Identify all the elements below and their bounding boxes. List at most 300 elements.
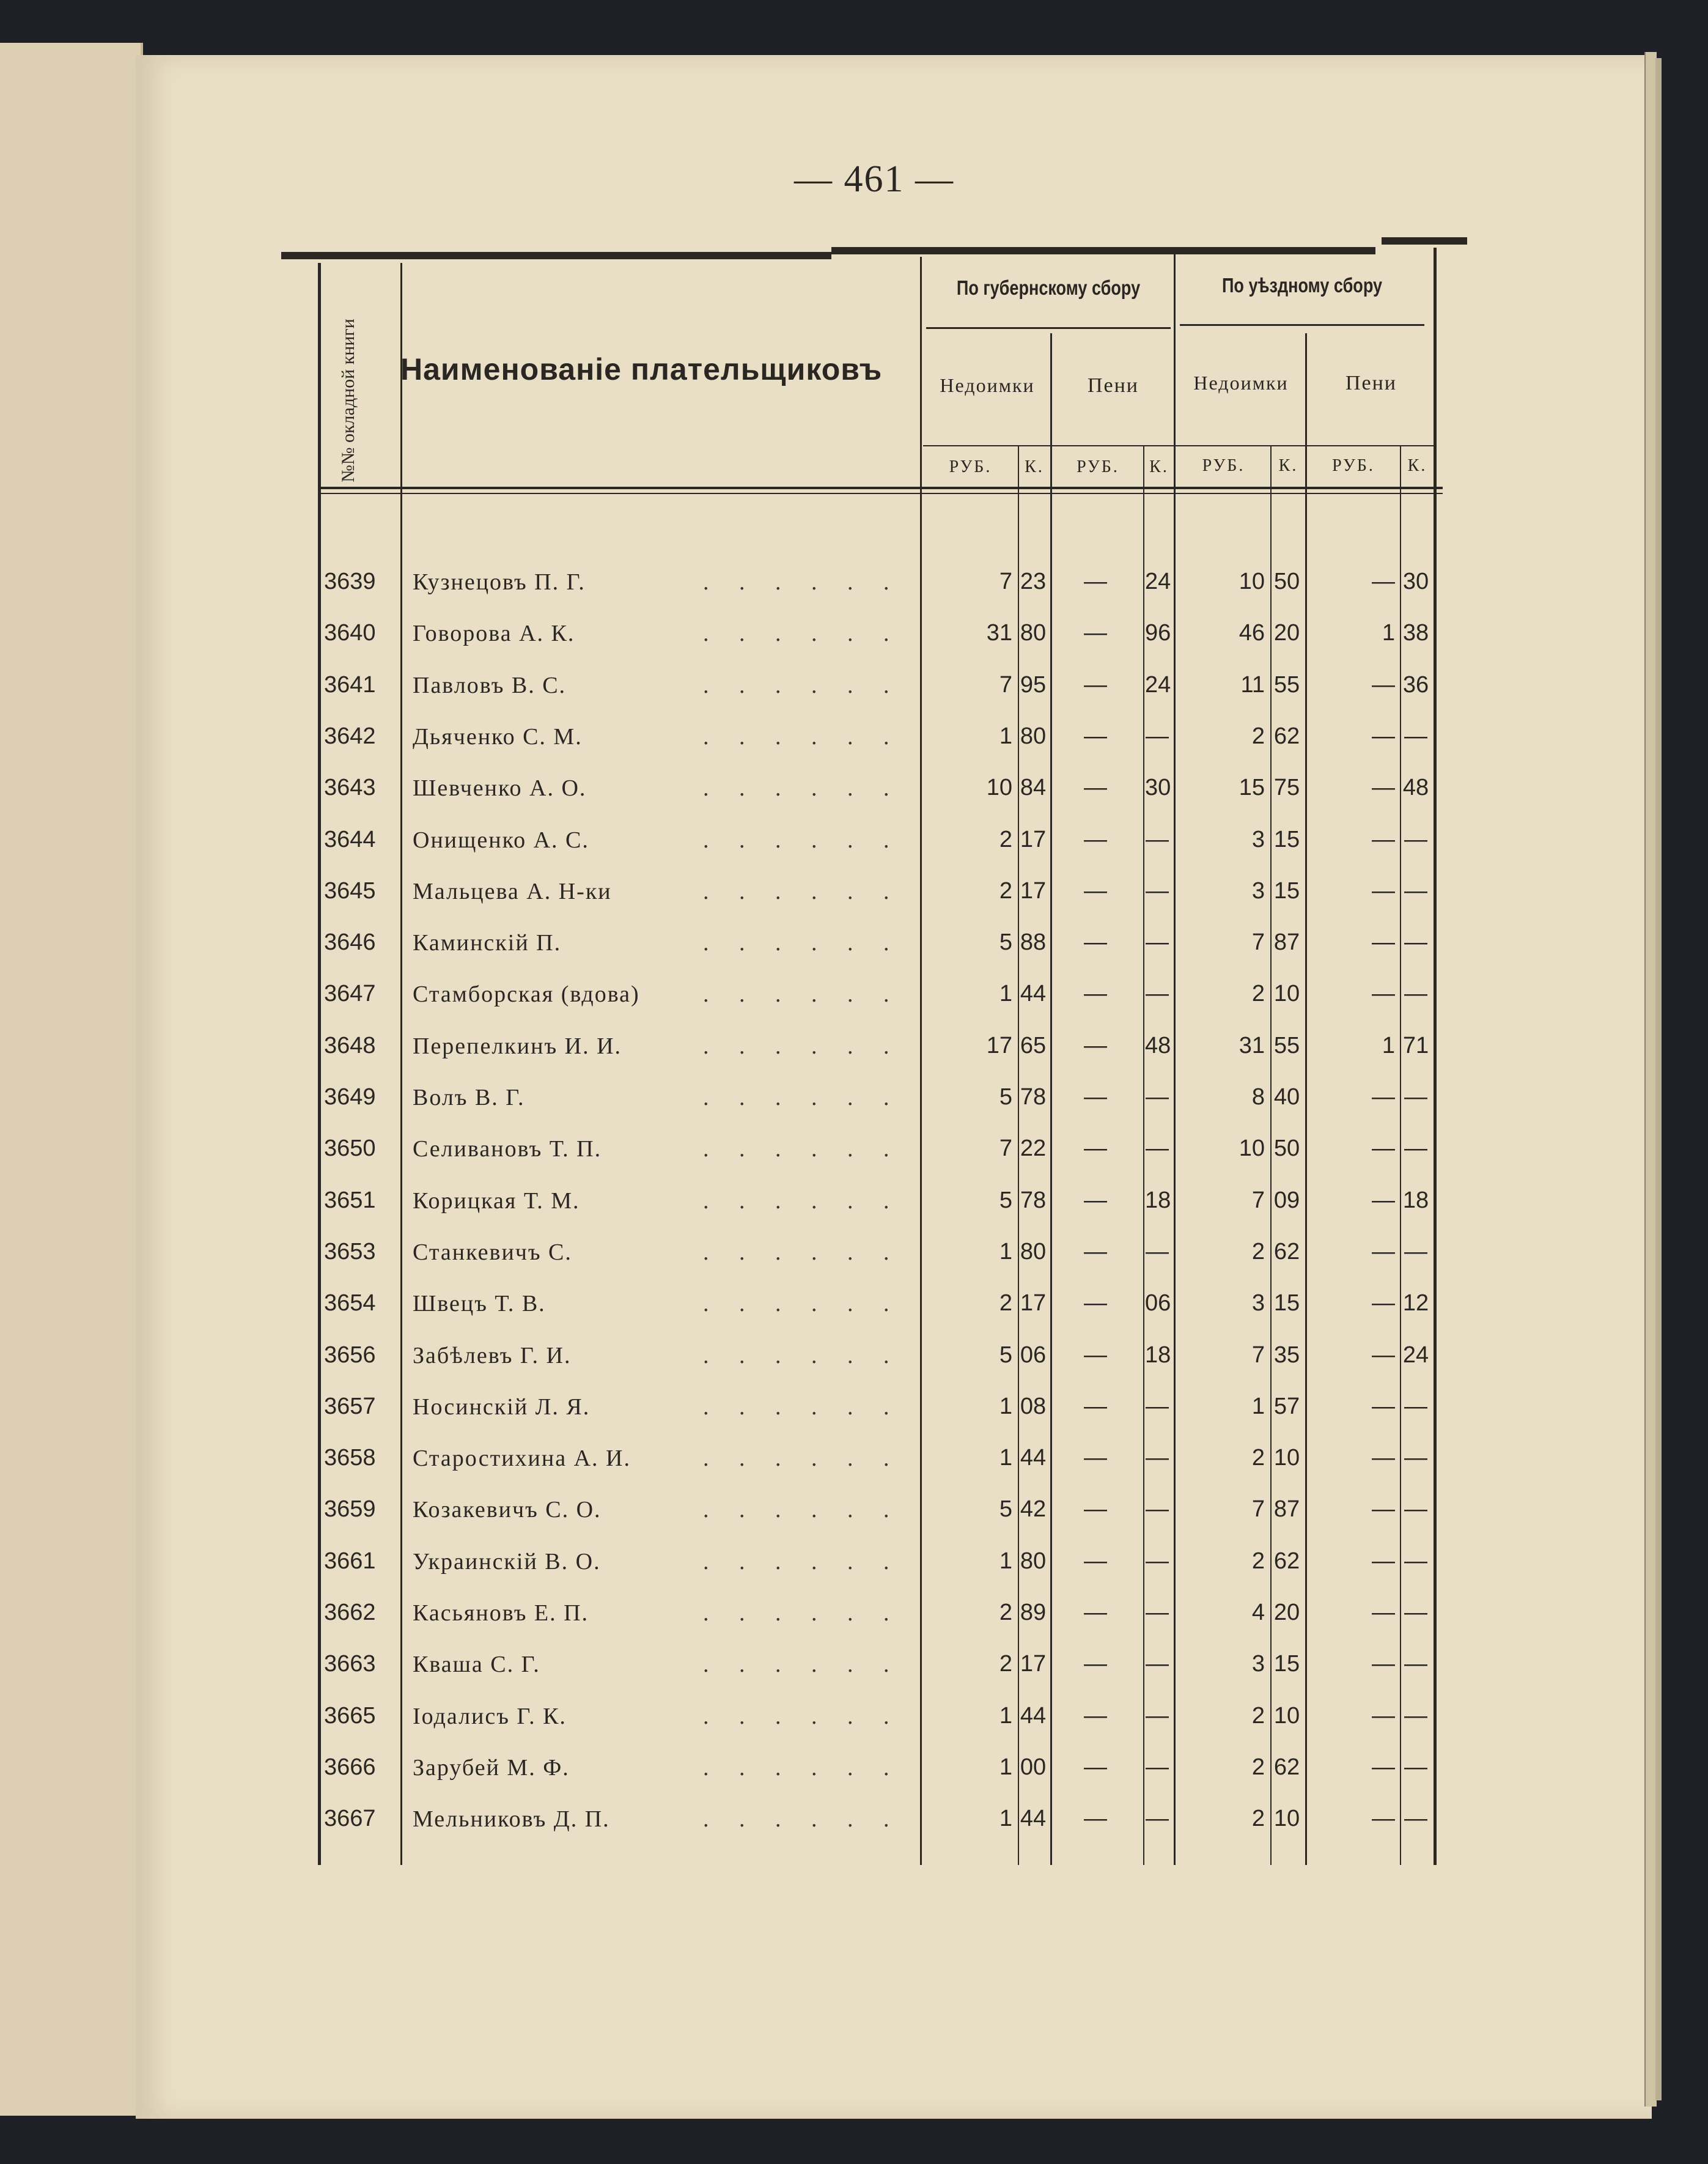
cell-g-p-k: — [1146,1548,1169,1574]
cell-u-p-r: — [1372,1496,1395,1523]
cell-u-p-k: — [1404,1084,1427,1110]
table-row [0,827,1467,878]
cell-g-p-r: — [1084,1702,1107,1729]
cell-g-n-r: 2 [999,877,1012,904]
book-number: 3663 [324,1651,376,1677]
table-row [0,672,1467,723]
cell-u-n-r: 2 [1251,723,1265,749]
book-number: 3665 [324,1702,376,1729]
leader-dots: . . . . . . [703,1239,902,1265]
cell-g-n-k: 80 [1020,1238,1047,1265]
cell-u-n-r: 1 [1251,1393,1265,1419]
cell-g-n-k: 44 [1020,981,1047,1007]
cell-g-n-k: 84 [1020,775,1047,801]
cell-u-p-r: — [1372,877,1395,904]
payer-name: Стамборская (вдова) [413,981,640,1008]
cell-u-n-k: 15 [1273,826,1300,852]
book-number-label: №№ окладной книги [338,319,358,482]
cell-g-n-r: 2 [999,1290,1012,1316]
cell-g-n-k: 44 [1020,1806,1047,1832]
cell-g-p-k: — [1146,1393,1169,1419]
cell-g-p-k: — [1146,1754,1169,1780]
leader-dots: . . . . . . [703,1187,902,1214]
cell-g-n-r: 10 [986,775,1012,801]
cell-g-n-k: 80 [1020,620,1047,646]
cell-u-p-r: — [1372,1702,1395,1729]
cell-g-n-r: 7 [999,1136,1012,1162]
page-stack-edge-outer [1655,58,1662,2100]
leader-dots: . . . . . . [703,1703,902,1729]
book-number-header [312,309,385,492]
leader-dots: . . . . . . [703,878,902,904]
payer-name: Онищенко А. С. [413,827,589,853]
cell-u-p-r: — [1372,671,1395,698]
cell-u-n-k: 55 [1273,1032,1300,1058]
cell-u-p-r: — [1372,1187,1395,1213]
cell-g-p-k: — [1146,723,1169,749]
table-row [0,1600,1467,1651]
cell-u-p-r: — [1372,1136,1395,1162]
cell-g-p-k: — [1146,1702,1169,1729]
top-rule-right [1382,237,1467,245]
cell-g-p-k: — [1146,877,1169,904]
cell-u-n-r: 2 [1251,1548,1265,1574]
leader-dots: . . . . . . [703,1342,902,1368]
cell-g-p-k: — [1146,1136,1169,1162]
cell-g-n-r: 2 [999,1651,1012,1677]
leader-dots: . . . . . . [703,981,902,1008]
cell-g-n-k: 44 [1020,1445,1047,1471]
cell-g-n-r: 5 [999,929,1012,956]
cell-g-p-r: — [1084,1754,1107,1780]
unit-rule [923,445,1437,446]
table-row [0,723,1467,775]
cell-u-p-k: 48 [1402,775,1429,801]
cell-u-p-k: — [1404,1496,1427,1523]
cell-u-n-k: 62 [1273,1754,1300,1780]
cell-u-n-r: 31 [1239,1032,1265,1058]
cell-g-n-r: 5 [999,1187,1012,1213]
cell-g-p-k: — [1146,826,1169,852]
leader-dots: . . . . . . [703,1136,902,1162]
cell-u-p-r: — [1372,929,1395,956]
leader-dots: . . . . . . [703,930,902,956]
book-number: 3649 [324,1084,376,1110]
cell-u-p-k: — [1404,1600,1427,1625]
cell-g-p-r: — [1084,1445,1107,1471]
cell-u-n-k: 10 [1273,1702,1300,1729]
cell-g-n-k: 88 [1020,929,1047,956]
cell-g-p-k: 18 [1145,1342,1171,1368]
cell-g-p-r: — [1084,1290,1107,1316]
top-rule-mid [831,247,1375,254]
book-number: 3642 [324,723,376,749]
cell-g-p-r: — [1084,1032,1107,1058]
cell-u-p-k: — [1404,1136,1427,1162]
cell-u-n-k: 10 [1273,1806,1300,1832]
cell-g-p-k: — [1146,1651,1169,1677]
cell-u-p-k: — [1404,826,1427,852]
cell-g-n-k: 06 [1020,1342,1047,1368]
cell-g-p-r: — [1084,1806,1107,1832]
payer-name: Зарубей М. Ф. [413,1754,570,1781]
cell-g-n-r: 1 [999,1238,1012,1265]
payer-name: Волъ В. Г. [413,1085,525,1110]
cell-g-n-k: 65 [1020,1032,1047,1058]
book-number: 3648 [324,1032,376,1058]
cell-g-n-k: 17 [1020,1290,1047,1316]
leader-dots: . . . . . . [703,1085,902,1110]
cell-g-p-r: — [1084,620,1107,646]
cell-g-n-r: 7 [999,671,1012,698]
payer-name: Станкевичъ С. [413,1239,572,1265]
cell-g-p-k: 24 [1145,569,1171,594]
payer-name: Старостихина А. И. [413,1446,631,1472]
cell-g-n-k: 78 [1020,1084,1047,1110]
cell-g-p-r: — [1084,1496,1107,1523]
cell-u-n-k: 62 [1273,723,1300,749]
payer-name: Шевченко А. О. [413,775,587,802]
cell-g-n-r: 2 [999,826,1012,852]
cell-u-n-r: 2 [1251,981,1265,1007]
leader-dots: . . . . . . [703,1394,902,1420]
cell-u-n-r: 10 [1239,569,1265,594]
book-number: 3653 [324,1238,376,1265]
page-number: — 461 — [794,158,954,200]
table-row [0,1651,1467,1702]
payer-name: Мальцева А. Н-ки [413,878,612,904]
cell-u-n-k: 62 [1273,1238,1300,1265]
cell-g-p-r: — [1084,1084,1107,1110]
cell-g-p-r: — [1084,1548,1107,1574]
cell-u-n-r: 2 [1251,1238,1265,1265]
cell-g-p-r: — [1084,1136,1107,1162]
cell-u-p-r: — [1372,1754,1395,1780]
payer-name: Забѣлевъ Г. И. [413,1342,572,1368]
header-bottom-rule [318,487,1443,489]
table-row [0,1548,1467,1600]
cell-u-n-r: 7 [1251,1496,1265,1523]
cell-u-n-k: 20 [1273,1600,1300,1625]
cell-g-n-k: 00 [1020,1754,1047,1780]
cell-u-n-r: 2 [1251,1806,1265,1832]
table-row [0,1445,1467,1496]
cell-g-p-r: — [1084,1393,1107,1419]
cell-g-p-k: 30 [1145,775,1171,801]
cell-u-p-r: — [1372,1084,1395,1110]
u-penalty-header: Пени [1345,372,1397,394]
g-penalty-header: Пени [1087,374,1139,397]
book-number: 3645 [324,877,376,904]
g-penalty-rub: РУБ. [1077,457,1119,476]
payer-name: Касьяновъ Е. П. [413,1600,589,1626]
payer-name: Швецъ Т. В. [413,1291,546,1317]
cell-g-p-r: — [1084,877,1107,904]
payer-name: Перепелкинъ И. И. [413,1033,622,1059]
cell-u-n-k: 40 [1273,1084,1300,1110]
cell-g-n-r: 1 [999,1548,1012,1574]
book-number: 3661 [324,1548,376,1574]
cell-u-n-k: 62 [1273,1548,1300,1574]
cell-u-n-k: 50 [1273,1136,1300,1162]
book-number: 3656 [324,1342,376,1368]
cell-u-p-k: 30 [1402,569,1429,594]
cell-u-n-k: 15 [1273,1290,1300,1316]
u-penalty-kop: К. [1407,456,1427,475]
cell-u-p-k: — [1404,723,1427,749]
cell-u-n-r: 11 [1240,671,1265,698]
table-row [0,878,1467,929]
cell-g-p-r: — [1084,981,1107,1007]
table-row [0,1703,1467,1754]
cell-u-p-k: — [1404,1238,1427,1265]
table-row [0,1239,1467,1290]
cell-g-p-k: — [1146,1238,1169,1265]
cell-u-n-k: 87 [1273,1496,1300,1523]
cell-u-n-r: 2 [1251,1445,1265,1471]
header-bottom-rule-2 [318,493,1443,494]
cell-g-n-r: 1 [999,1393,1012,1419]
book-number: 3641 [324,671,376,698]
cell-g-p-r: — [1084,826,1107,852]
cell-g-n-r: 1 [999,1806,1012,1832]
cell-g-n-k: 44 [1020,1702,1047,1729]
cell-g-p-k: — [1146,1445,1169,1471]
leader-dots: . . . . . . [703,672,902,698]
cell-g-n-r: 1 [999,1445,1012,1471]
book-number: 3667 [324,1806,376,1832]
cell-g-n-r: 17 [986,1032,1012,1058]
leader-dots: . . . . . . [703,827,902,853]
cell-u-n-k: 15 [1273,877,1300,904]
book-number: 3643 [324,775,376,801]
cell-u-n-k: 50 [1273,569,1300,594]
book-number: 3654 [324,1290,376,1316]
cell-u-n-k: 87 [1273,929,1300,956]
top-rule-left [281,252,831,259]
cell-g-p-r: — [1084,1187,1107,1213]
leader-dots: . . . . . . [703,1652,902,1678]
table-row [0,775,1467,826]
payer-name: Кузнецовъ П. Г. [413,569,586,595]
group-rule-gubernia [926,327,1171,329]
cell-g-n-k: 80 [1020,1548,1047,1574]
cell-g-p-k: — [1146,1600,1169,1625]
cell-u-p-k: — [1404,1754,1427,1780]
book-number: 3651 [324,1187,376,1213]
cell-g-n-k: 89 [1020,1600,1047,1625]
cell-g-p-k: 06 [1145,1290,1171,1316]
cell-g-p-k: — [1146,1496,1169,1523]
book-number: 3644 [324,826,376,852]
cell-g-n-r: 7 [999,569,1012,594]
cell-u-p-r: — [1372,1445,1395,1471]
table-row [0,1342,1467,1394]
cell-g-n-k: 95 [1020,671,1047,698]
cell-g-p-r: — [1084,569,1107,594]
cell-u-n-r: 3 [1251,1651,1265,1677]
leader-dots: . . . . . . [703,1600,902,1626]
table-row [0,1084,1467,1136]
cell-u-n-r: 46 [1239,620,1265,646]
cell-u-p-k: 24 [1402,1342,1429,1368]
cell-u-p-k: — [1404,1806,1427,1832]
cell-g-n-r: 2 [999,1600,1012,1625]
cell-u-n-r: 7 [1251,929,1265,956]
book-number: 3662 [324,1600,376,1625]
table-row [0,1136,1467,1187]
cell-u-n-r: 3 [1251,826,1265,852]
cell-u-p-k: — [1404,1548,1427,1574]
cell-u-n-r: 3 [1251,877,1265,904]
cell-g-n-k: 23 [1020,569,1047,594]
leader-dots: . . . . . . [703,1754,902,1781]
cell-u-n-k: 15 [1273,1651,1300,1677]
cell-u-p-r: — [1372,1290,1395,1316]
group-header-uezd: По уѣздному сбору [1221,274,1383,297]
cell-u-p-k: — [1404,929,1427,956]
cell-u-n-r: 7 [1251,1342,1265,1368]
table-row [0,1496,1467,1548]
cell-g-n-k: 17 [1020,1651,1047,1677]
cell-u-p-k: — [1404,1393,1427,1419]
cell-g-p-r: — [1084,671,1107,698]
table-row [0,1187,1467,1239]
payer-name-header: Наименованіе плательщиковъ [400,352,883,386]
payer-name: Селивановъ Т. П. [413,1136,602,1162]
cell-u-p-k: 38 [1402,620,1429,646]
cell-u-p-r: — [1372,775,1395,801]
group-rule-uezd [1180,324,1424,326]
cell-u-p-r: — [1372,1806,1395,1832]
book-number: 3647 [324,981,376,1007]
g-penalty-kop: К. [1149,457,1169,476]
cell-u-p-r: — [1372,723,1395,749]
cell-u-p-r: — [1372,826,1395,852]
book-number: 3640 [324,620,376,646]
cell-g-n-r: 5 [999,1496,1012,1523]
cell-u-p-k: 12 [1402,1290,1429,1316]
cell-g-n-k: 78 [1020,1187,1047,1213]
leader-dots: . . . . . . [703,1446,902,1472]
payer-name: Каминскій П. [413,930,562,956]
cell-g-p-k: 18 [1145,1187,1171,1213]
leader-dots: . . . . . . [703,1806,902,1833]
cell-u-n-r: 10 [1239,1136,1265,1162]
g-arrears-header: Недоимки [940,374,1035,396]
cell-u-n-r: 7 [1251,1187,1265,1213]
cell-g-p-k: 24 [1145,671,1171,698]
cell-u-p-k: — [1404,877,1427,904]
payer-name: Говорова А. К. [413,621,575,647]
u-arrears-kop: К. [1278,456,1298,475]
cell-g-n-k: 42 [1020,1496,1047,1523]
group-header-gubernia: По губернскому сбору [956,276,1141,299]
cell-u-n-k: 09 [1273,1187,1300,1213]
cell-u-p-k: — [1404,981,1427,1007]
table-row [0,569,1467,620]
cell-g-p-r: — [1084,723,1107,749]
cell-u-p-r: — [1372,1342,1395,1368]
cell-u-p-k: — [1404,1651,1427,1677]
cell-g-n-k: 17 [1020,877,1047,904]
cell-g-n-r: 31 [986,620,1012,646]
leader-dots: . . . . . . [703,1291,902,1317]
g-arrears-rub: РУБ. [949,457,992,476]
page-stack-edge [1644,52,1657,2107]
cell-u-p-k: 36 [1402,671,1429,698]
leader-dots: . . . . . . [703,1497,902,1523]
payer-name: Носинскій Л. Я. [413,1394,591,1420]
payer-name: Украинскій В. О. [413,1548,601,1575]
cell-u-n-k: 10 [1273,1445,1300,1471]
cell-u-n-r: 3 [1251,1290,1265,1316]
cell-g-p-r: — [1084,1600,1107,1625]
cell-g-n-k: 80 [1020,723,1047,749]
leader-dots: . . . . . . [703,1548,902,1575]
u-arrears-rub: РУБ. [1202,456,1245,475]
cell-g-n-k: 17 [1020,826,1047,852]
cell-g-p-k: — [1146,981,1169,1007]
cell-g-p-r: — [1084,929,1107,956]
table-row [0,929,1467,981]
payer-name: Кваша С. Г. [413,1652,540,1678]
book-number: 3658 [324,1445,376,1471]
book-number: 3646 [324,929,376,956]
leader-dots: . . . . . . [703,723,902,750]
cell-g-p-r: — [1084,1342,1107,1368]
cell-g-n-r: 1 [999,981,1012,1007]
leader-dots: . . . . . . [703,569,902,595]
cell-g-p-k: 96 [1145,620,1171,646]
cell-g-n-r: 1 [999,1702,1012,1729]
cell-g-p-k: 48 [1145,1032,1171,1058]
u-penalty-rub: РУБ. [1332,456,1375,475]
payer-name: Іодалисъ Г. К. [413,1703,567,1729]
leader-dots: . . . . . . [703,1033,902,1059]
book-number: 3650 [324,1136,376,1162]
cell-u-p-k: 18 [1402,1187,1429,1213]
cell-g-p-k: — [1146,1806,1169,1832]
g-arrears-kop: К. [1025,457,1044,476]
cell-u-p-r: — [1372,1651,1395,1677]
cell-u-n-r: 2 [1251,1754,1265,1780]
cell-u-n-k: 75 [1273,775,1300,801]
cell-u-p-k: — [1404,1445,1427,1471]
cell-u-p-r: — [1372,569,1395,594]
book-number: 3639 [324,569,376,594]
cell-u-n-k: 20 [1273,620,1300,646]
cell-u-p-r: 1 [1382,1032,1395,1058]
leader-dots: . . . . . . [703,621,902,647]
payer-name: Павловъ В. С. [413,672,567,698]
cell-g-n-r: 5 [999,1342,1012,1368]
cell-u-n-k: 10 [1273,981,1300,1007]
cell-g-n-k: 08 [1020,1393,1047,1419]
cell-u-n-r: 4 [1251,1600,1265,1625]
table-row [0,981,1467,1032]
table-row [0,1033,1467,1084]
cell-u-n-r: 8 [1251,1084,1265,1110]
u-arrears-header: Недоимки [1193,372,1289,394]
payer-name: Дьяченко С. М. [413,723,583,750]
cell-g-p-k: — [1146,929,1169,956]
table-row [0,1290,1467,1342]
cell-u-p-r: 1 [1382,620,1395,646]
cell-g-p-k: — [1146,1084,1169,1110]
cell-u-p-k: — [1404,1702,1427,1729]
cell-u-p-r: — [1372,981,1395,1007]
